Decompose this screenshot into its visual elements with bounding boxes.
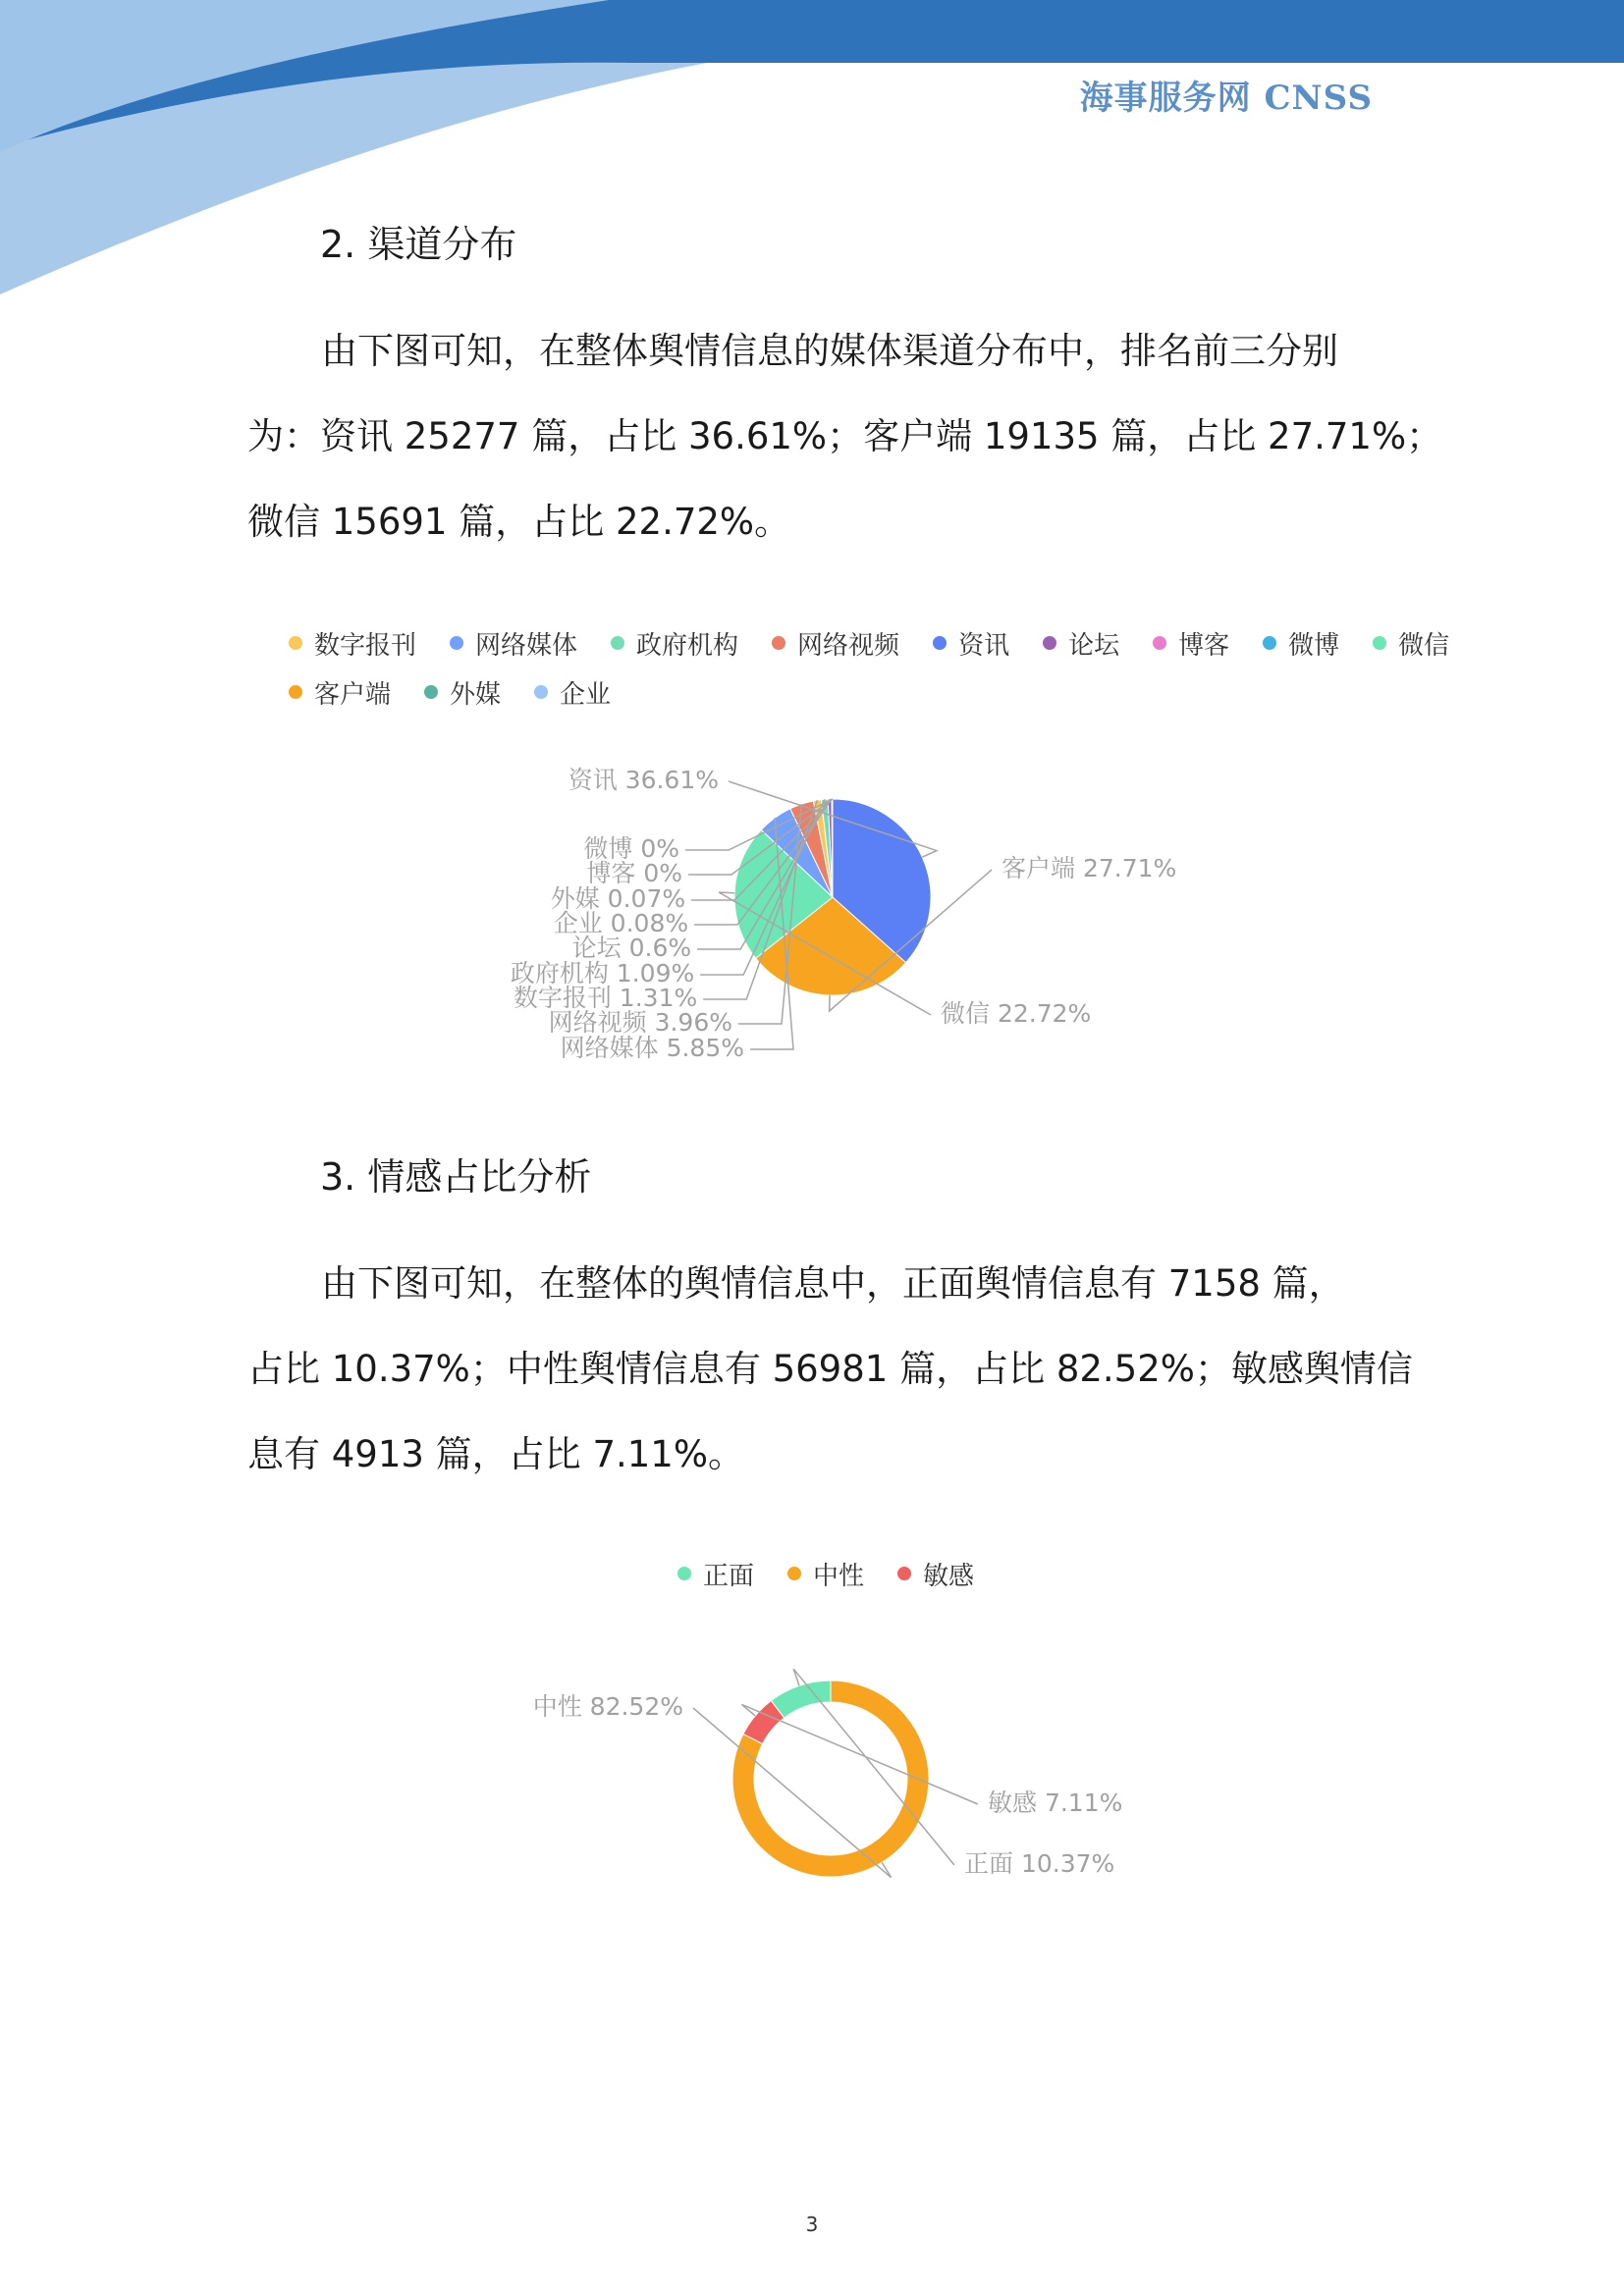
legend-dot-icon — [289, 636, 302, 650]
legend-dot-icon — [772, 636, 785, 650]
legend-label: 论坛 — [1068, 630, 1120, 661]
brand-logo-text: 海事服务网 CNSS — [1079, 79, 1373, 118]
legend-row — [289, 667, 1483, 717]
legend-dot-icon — [787, 1567, 801, 1580]
legend-dot-icon — [933, 636, 947, 650]
legend-item[interactable] — [534, 674, 611, 711]
paragraph-line: 占比 10.37%；中性舆情信息有 56981 篇，占比 82.52%；敏感舆情信 — [247, 1348, 1413, 1390]
legend-dot-icon — [289, 685, 302, 699]
slice-label: 企业 0.08% — [553, 909, 689, 937]
legend-dot-icon — [611, 636, 624, 650]
legend-label: 资讯 — [958, 630, 1010, 661]
legend-dot-icon — [677, 1567, 691, 1580]
page-number: 3 — [805, 2213, 819, 2236]
slice-label: 政府机构 1.09% — [510, 959, 695, 988]
slice-label: 网络媒体 5.85% — [560, 1034, 744, 1062]
legend-row — [677, 1549, 1007, 1598]
legend-item[interactable] — [1373, 625, 1449, 662]
channel-chart-legend — [289, 618, 1483, 717]
legend-item[interactable] — [450, 625, 577, 662]
legend-item[interactable] — [1043, 625, 1119, 662]
legend-dot-icon — [1043, 636, 1056, 650]
legend-label: 客户端 — [314, 679, 392, 710]
sentiment-chart-legend — [677, 1549, 1007, 1598]
channel-pie-chart — [0, 746, 1624, 1080]
legend-label: 微博 — [1288, 630, 1340, 661]
legend-label: 正面 — [703, 1561, 755, 1591]
slice-label: 博客 0% — [586, 859, 682, 887]
slice-label: 资讯 36.61% — [568, 766, 719, 794]
legend-dot-icon — [534, 685, 548, 699]
legend-item[interactable] — [677, 1556, 754, 1592]
legend-dot-icon — [1263, 636, 1276, 650]
label-leader-line — [741, 1704, 978, 1804]
slice-label: 客户端 27.71% — [1001, 854, 1177, 882]
header-wave-banner — [0, 0, 1624, 294]
legend-item[interactable] — [933, 625, 1009, 662]
slice-label: 敏感 7.11% — [988, 1789, 1123, 1817]
legend-label: 网络媒体 — [475, 630, 578, 661]
slice-label: 网络视频 3.96% — [548, 1008, 732, 1037]
legend-label: 敏感 — [923, 1561, 975, 1591]
legend-label: 网络视频 — [797, 630, 900, 661]
paragraph-channel — [247, 308, 1443, 564]
legend-label: 企业 — [560, 679, 612, 710]
slice-label: 微博 0% — [583, 834, 679, 863]
legend-item[interactable] — [1263, 625, 1339, 662]
paragraph-line: 为：资讯 25277 篇，占比 36.61%；客户端 19135 篇，占比 27.71%； — [247, 415, 1443, 457]
slice-label: 微信 22.72% — [941, 999, 1092, 1028]
legend-label: 博客 — [1178, 630, 1230, 661]
legend-item[interactable] — [1153, 625, 1229, 662]
legend-label: 外媒 — [450, 679, 502, 710]
legend-dot-icon — [897, 1567, 911, 1580]
slice-label: 数字报刊 1.31% — [513, 984, 698, 1012]
paragraph-line: 由下图可知，在整体舆情信息的媒体渠道分布中，排名前三分别 — [321, 330, 1338, 372]
legend-dot-icon — [1153, 636, 1166, 650]
legend-item[interactable] — [289, 674, 391, 711]
sentiment-donut-chart — [0, 1659, 1624, 1895]
slice-label: 论坛 0.6% — [571, 934, 692, 962]
donut-slice — [771, 1681, 831, 1718]
section-title-channel: 2. 渠道分布 — [320, 223, 517, 266]
legend-item[interactable] — [611, 625, 738, 662]
legend-item[interactable] — [897, 1556, 974, 1592]
slice-label: 正面 10.37% — [964, 1849, 1115, 1878]
legend-label: 政府机构 — [636, 630, 739, 661]
slice-label: 中性 82.52% — [532, 1692, 683, 1721]
legend-item[interactable] — [787, 1556, 864, 1592]
legend-dot-icon — [1373, 636, 1386, 650]
legend-dot-icon — [450, 636, 463, 650]
legend-item[interactable] — [772, 625, 899, 662]
legend-item[interactable] — [424, 674, 501, 711]
paragraph-line: 微信 15691 篇，占比 22.72%。 — [247, 501, 791, 543]
paragraph-line: 由下图可知，在整体的舆情信息中，正面舆情信息有 7158 篇， — [321, 1262, 1345, 1305]
legend-label: 微信 — [1398, 630, 1450, 661]
legend-dot-icon — [424, 685, 438, 699]
legend-row — [289, 618, 1483, 667]
legend-label: 中性 — [813, 1561, 865, 1591]
legend-item[interactable] — [289, 625, 416, 662]
paragraph-sentiment — [247, 1241, 1413, 1497]
paragraph-line: 息有 4913 篇，占比 7.11%。 — [247, 1433, 744, 1475]
slice-label: 外媒 0.07% — [550, 884, 686, 913]
section-title-sentiment: 3. 情感占比分析 — [320, 1155, 592, 1199]
legend-label: 数字报刊 — [314, 630, 417, 661]
